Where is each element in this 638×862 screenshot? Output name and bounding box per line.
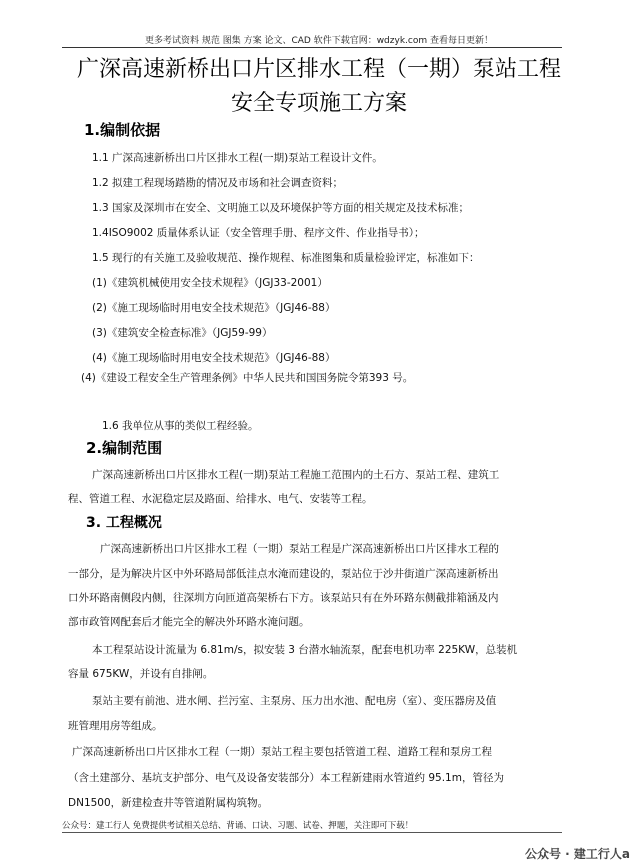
list-item: 1.2 拟建工程现场踏勘的情况及市场和社会调查资料； [92, 177, 344, 189]
paragraph-line: 广深高速新桥出口片区排水工程(一期)泵站工程施工范围内的土石方、泵站工程、建筑工 [92, 469, 500, 481]
paragraph-line: 部市政管网配套后才能完全的解决外环路水淹问题。 [68, 616, 310, 628]
list-item: 1.3 国家及深圳市在安全、文明施工以及环境保护等方面的相关规定及技术标准； [92, 202, 470, 214]
paragraph-line: DN1500，新建检查井等管道附属构筑物。 [68, 797, 269, 809]
paragraph-line: （含土建部分、基坑支护部分、电气及设备安装部分）本工程新建雨水管道约 95.1m，管径为 [68, 772, 504, 784]
list-item: 1.4ISO9002 质量体系认证（安全管理手册、程序文件、作业指导书）； [92, 227, 425, 239]
list-item: (3)《建筑安全检查标准》（JGJ59-99） [92, 327, 273, 339]
document-title-line-1: 广深高速新桥出口片区排水工程（一期）泵站工程 [76, 57, 561, 82]
list-item: 1.1 广深高速新桥出口片区排水工程(一期)泵站工程设计文件。 [92, 152, 383, 164]
footer-note: 公众号：建工行人 免费提供考试相关总结、背诵、口诀、习题、试卷、押题，关注即可下载！ [62, 821, 414, 831]
paragraph-line: 泵站主要有前池、进水闸、拦污室、主泵房、压力出水池、配电房（室）、变压器房及值 [92, 695, 497, 707]
list-item: 1.5 现行的有关施工及验收规范、操作规程、标准图集和质量检验评定，标准如下： [92, 252, 480, 264]
section-heading-scope: 2.编制范围 [86, 439, 163, 457]
list-item: (2)《施工现场临时用电安全技术规范》（JGJ46-88） [92, 302, 336, 314]
section-heading-basis: 1.编制依据 [84, 121, 161, 139]
paragraph-line: 班管理用房等组成。 [68, 720, 163, 732]
header-divider [62, 47, 562, 48]
document-title-line-2: 安全专项施工方案 [230, 91, 407, 116]
list-item: (4)《建设工程安全生产管理条例》中华人民共和国国务院令第393 号。 [81, 372, 414, 384]
paragraph-line: 广深高速新桥出口片区排水工程（一期）泵站工程主要包括管道工程、道路工程和泵房工程 [72, 746, 492, 758]
header-note: 更多考试资料 规范 图集 方案 论文、CAD 软件下载官网：wdzyk.com 查看每日更新！ [145, 36, 493, 46]
paragraph-line: 口外环路南侧段内侧，往深圳方向匝道高架桥右下方。该泵站只有在外环路东侧截排箱涵及内 [68, 592, 499, 604]
watermark: 公众号 · 建工行人a [524, 847, 630, 861]
paragraph-line: 程、管道工程、水泥稳定层及路面、给排水、电气、安装等工程。 [68, 493, 373, 505]
paragraph-line: 广深高速新桥出口片区排水工程（一期）泵站工程是广深高速新桥出口片区排水工程的 [100, 543, 499, 555]
paragraph-line: 本工程泵站设计流量为 6.81m/s，拟安装 3 台潜水轴流泵，配套电机功率 225KW，总装机 [92, 644, 518, 656]
paragraph-line: 一部分，是为解决片区中外环路局部低洼点水淹而建设的，泵站位于沙井街道广深高速新桥出 [68, 568, 499, 580]
list-item: 1.6 我单位从事的类似工程经验。 [102, 420, 259, 432]
list-item: (4)《施工现场临时用电安全技术规范》（JGJ46-88） [92, 352, 336, 364]
paragraph-line: 容量 675KW，并设有自排闸。 [68, 668, 214, 680]
footer-divider [62, 832, 562, 833]
list-item: (1)《建筑机械使用安全技术规程》（JGJ33-2001） [92, 277, 328, 289]
section-heading-overview: 3. 工程概况 [86, 515, 162, 531]
